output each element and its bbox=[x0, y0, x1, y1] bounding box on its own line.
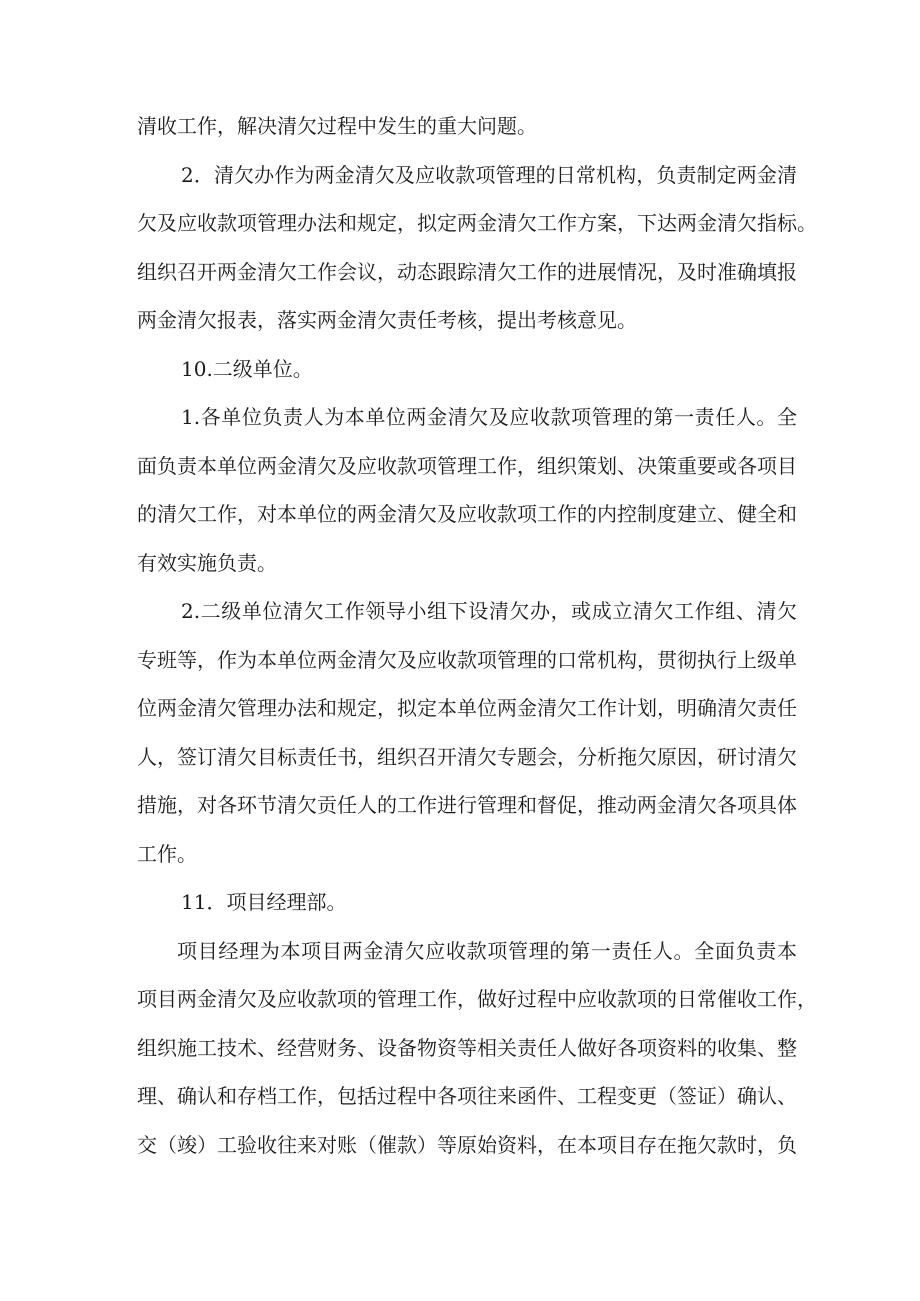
document-body bbox=[137, 102, 817, 1169]
text-line: 项目两金清欠及应收款项的管理工作，做好过程中应收款项的日常催收工作， bbox=[137, 987, 817, 1011]
text-line: 的清欠工作，对本单位的两金清欠及应收款项工作的内控制度建立、健全和 bbox=[137, 502, 797, 526]
text-line: 1.各单位负责人为本单位两金清欠及应收款项管理的第一责任人。全 bbox=[181, 405, 797, 429]
text-line: 清收工作，解决清欠过程中发生的重大问题。 bbox=[137, 114, 537, 138]
text-line: 2．清欠办作为两金清欠及应收款项管理的日常机构，负责制定两金清 bbox=[181, 162, 797, 187]
text-line: 组织施工技术、经营财务、设备物资等相关责任人做好各项资料的收集、整 bbox=[137, 1035, 797, 1060]
text-line: 位两金清欠管理办法和规定，拟定本单位两金清欠工作计划，明确清欠责任 bbox=[137, 696, 797, 720]
text-line: 专班等，作为本单位两金清欠及应收款项管理的口常机构，贯彻执行上级单 bbox=[137, 647, 797, 672]
text-line: 人，签订清欠目标责任书，组织召开清欠专题会，分析拖欠原因，研讨清欠 bbox=[137, 744, 797, 769]
text-line: 面负责本单位两金清欠及应收款项管理工作，组织策划、决策重要或各项目 bbox=[137, 453, 797, 478]
text-line: 项目经理为本项目两金清欠应收款项管理的第一责任人。全面负责本 bbox=[177, 938, 797, 963]
text-line: 有效实施负责。 bbox=[137, 550, 277, 575]
text-line: 理、确认和存档工作，包括过程中各项往来函件、工程变更（签证）确认、 bbox=[137, 1084, 797, 1108]
text-line: 组织召开两金清欠工作会议，动态跟踪清欠工作的进展情况，及时准确填报 bbox=[137, 259, 797, 284]
text-line: 2.二级单位清欠工作领导小组下设清欠办，或成立清欠工作组、清欠 bbox=[181, 599, 797, 623]
text-line: 交（竣）工验收往来对账（催款）等原始资料，在本项目存在拖欠款时，负 bbox=[137, 1132, 797, 1157]
text-line: 两金清欠报表，落实两金清欠责任考核，提出考核意见。 bbox=[137, 308, 637, 332]
text-line: 欠及应收款项管理办法和规定，拟定两金清欠工作方案，下达两金清欠指标。 bbox=[137, 211, 817, 235]
text-line: 工作。 bbox=[137, 841, 197, 866]
section-heading: 11．项目经理部。 bbox=[181, 890, 347, 914]
section-heading: 10.二级单位。 bbox=[181, 356, 313, 381]
text-line: 措施，对各环节清欠贡任人的工作进行管理和督促，推动两金清欠各项具体 bbox=[137, 793, 797, 817]
